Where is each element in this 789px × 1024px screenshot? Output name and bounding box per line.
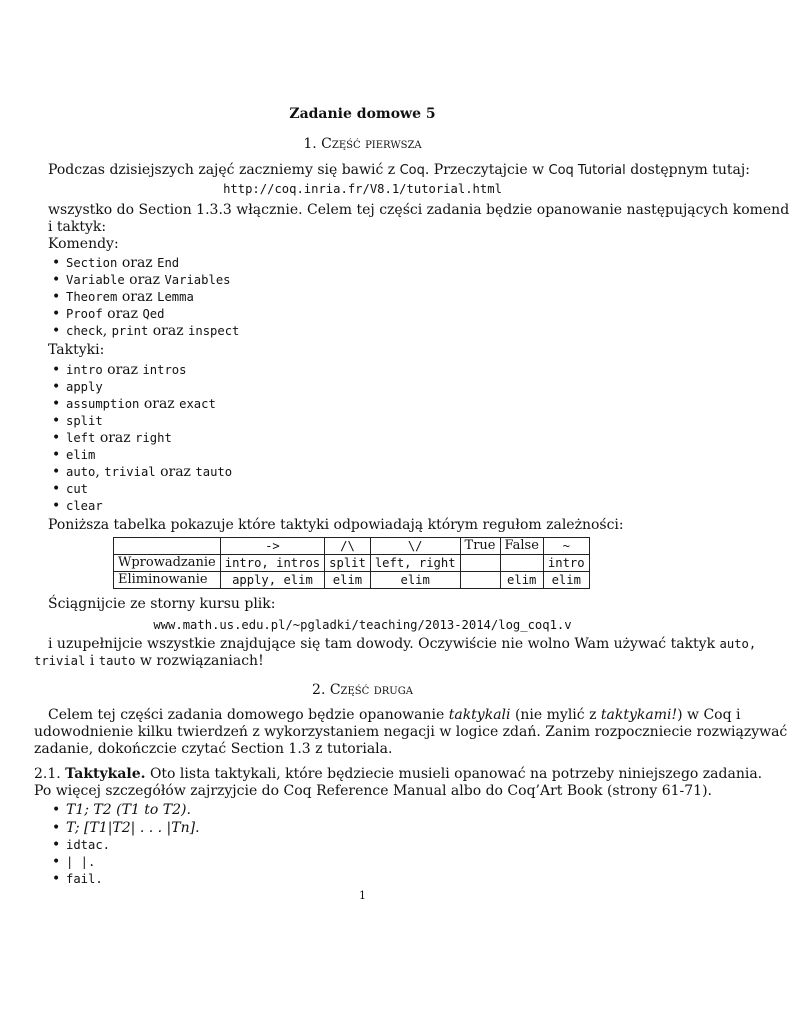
section-1-intro: Podczas dzisiejszych zajęć zaczniemy się bawić z Coq. Przeczytajcie w Coq Tutorial dostępnym tutaj:	[48, 162, 750, 178]
table-header-cell: /\	[325, 538, 371, 555]
list-item: • idtac.	[52, 837, 111, 853]
table-header-cell	[114, 538, 221, 555]
table-cell: elim	[543, 572, 589, 589]
table-intro: Poniższa tabelka pokazuje które taktyki odpowiadają którym regułom zależności:	[48, 517, 624, 533]
table-header-row	[114, 538, 590, 555]
fill-in-instruction: i uzupełnijcie wszystkie znajdujące się tam dowody. Oczywiście nie wolno Wam używać taktyk auto,	[48, 636, 757, 652]
list-item: • cut	[52, 481, 89, 497]
table-cell: Wprowadzanie	[114, 555, 221, 572]
table-header-cell: True	[460, 538, 500, 555]
subsection-2-1: 2.1. Taktykale. Oto lista taktykali, które będziecie musieli opanować na potrzeby niniejszego zadania.	[34, 766, 763, 782]
list-item: • auto, trivial oraz tauto	[52, 464, 233, 480]
table-header-cell: \/	[370, 538, 460, 555]
section-2-text-line: zadanie, dokończcie czytać Section 1.3 z tutoriala.	[34, 741, 393, 757]
table-row	[114, 572, 590, 589]
table-cell: elim	[500, 572, 543, 589]
table-header-cell: ->	[220, 538, 324, 555]
list-item: • Section oraz End	[52, 255, 180, 271]
section-2-text-line: udowodnienie kilku twierdzeń z wykorzystaniem negacji w logice zdań. Zanim rozpoczniecie rozwiązywać	[34, 724, 788, 740]
table-cell: left, right	[370, 555, 460, 572]
list-item: • check, print oraz inspect	[52, 323, 240, 339]
coq-tutorial-term: Coq Tutorial	[548, 163, 626, 178]
document-title: Zadanie domowe 5	[289, 106, 436, 122]
list-item: • intro oraz intros	[52, 362, 187, 378]
table-cell: elim	[325, 572, 371, 589]
table-cell	[460, 555, 500, 572]
tactics-table	[113, 537, 590, 589]
tutorial-url: http://coq.inria.fr/V8.1/tutorial.html	[223, 182, 502, 196]
file-url: www.math.us.edu.pl/~pgladki/teaching/2013-2014/log_coq1.v	[153, 618, 572, 632]
list-item: • left oraz right	[52, 430, 172, 446]
fill-in-instruction: trivial i tauto w rozwiązaniach!	[34, 653, 264, 669]
list-item: • Variable oraz Variables	[52, 272, 231, 288]
list-item: • T1; T2 (T1 to T2).	[52, 802, 191, 818]
section-2-heading: 2. Część druga	[312, 682, 413, 698]
list-item: • clear	[52, 498, 103, 514]
list-item: • Proof oraz Qed	[52, 306, 165, 322]
list-item: • | |.	[52, 854, 96, 870]
section-1-text-line: wszystko do Section 1.3.3 włącznie. Celem tej części zadania będzie opanowanie następujących komend	[48, 202, 789, 218]
table-cell: Eliminowanie	[114, 572, 221, 589]
table-header-cell: ~	[543, 538, 589, 555]
table-cell: elim	[370, 572, 460, 589]
list-item: • apply	[52, 379, 103, 395]
table-cell	[460, 572, 500, 589]
taktyki-label: Taktyki:	[48, 342, 105, 358]
list-item: • Theorem oraz Lemma	[52, 289, 194, 305]
section-1-heading: 1. Część pierwsza	[303, 136, 422, 152]
list-item: • elim	[52, 447, 96, 463]
page-number: 1	[359, 889, 366, 902]
table-cell: apply, elim	[220, 572, 324, 589]
coq-term: Coq	[399, 163, 425, 178]
list-item: • assumption oraz exact	[52, 396, 216, 412]
table-cell	[500, 555, 543, 572]
subsection-2-1-text: Po więcej szczegółów zajrzyjcie do Coq Reference Manual albo do Coq’Art Book (strony 61-71).	[34, 783, 712, 799]
table-cell: intro	[543, 555, 589, 572]
list-item: • split	[52, 413, 103, 429]
section-2-text-line: Celem tej części zadania domowego będzie opanowanie taktykali (nie mylić z taktykami!) w Coq i	[48, 707, 741, 723]
table-cell: intro, intros	[220, 555, 324, 572]
list-item: • fail.	[52, 871, 103, 887]
section-1-text-line: i taktyk:	[48, 219, 107, 235]
list-item: • T; [T1|T2| . . . |Tn].	[52, 820, 200, 836]
komendy-label: Komendy:	[48, 236, 119, 252]
download-instruction: Ściągnijcie ze storny kursu plik:	[48, 596, 276, 612]
table-header-cell: False	[500, 538, 543, 555]
table-row	[114, 555, 590, 572]
table-cell: split	[325, 555, 371, 572]
